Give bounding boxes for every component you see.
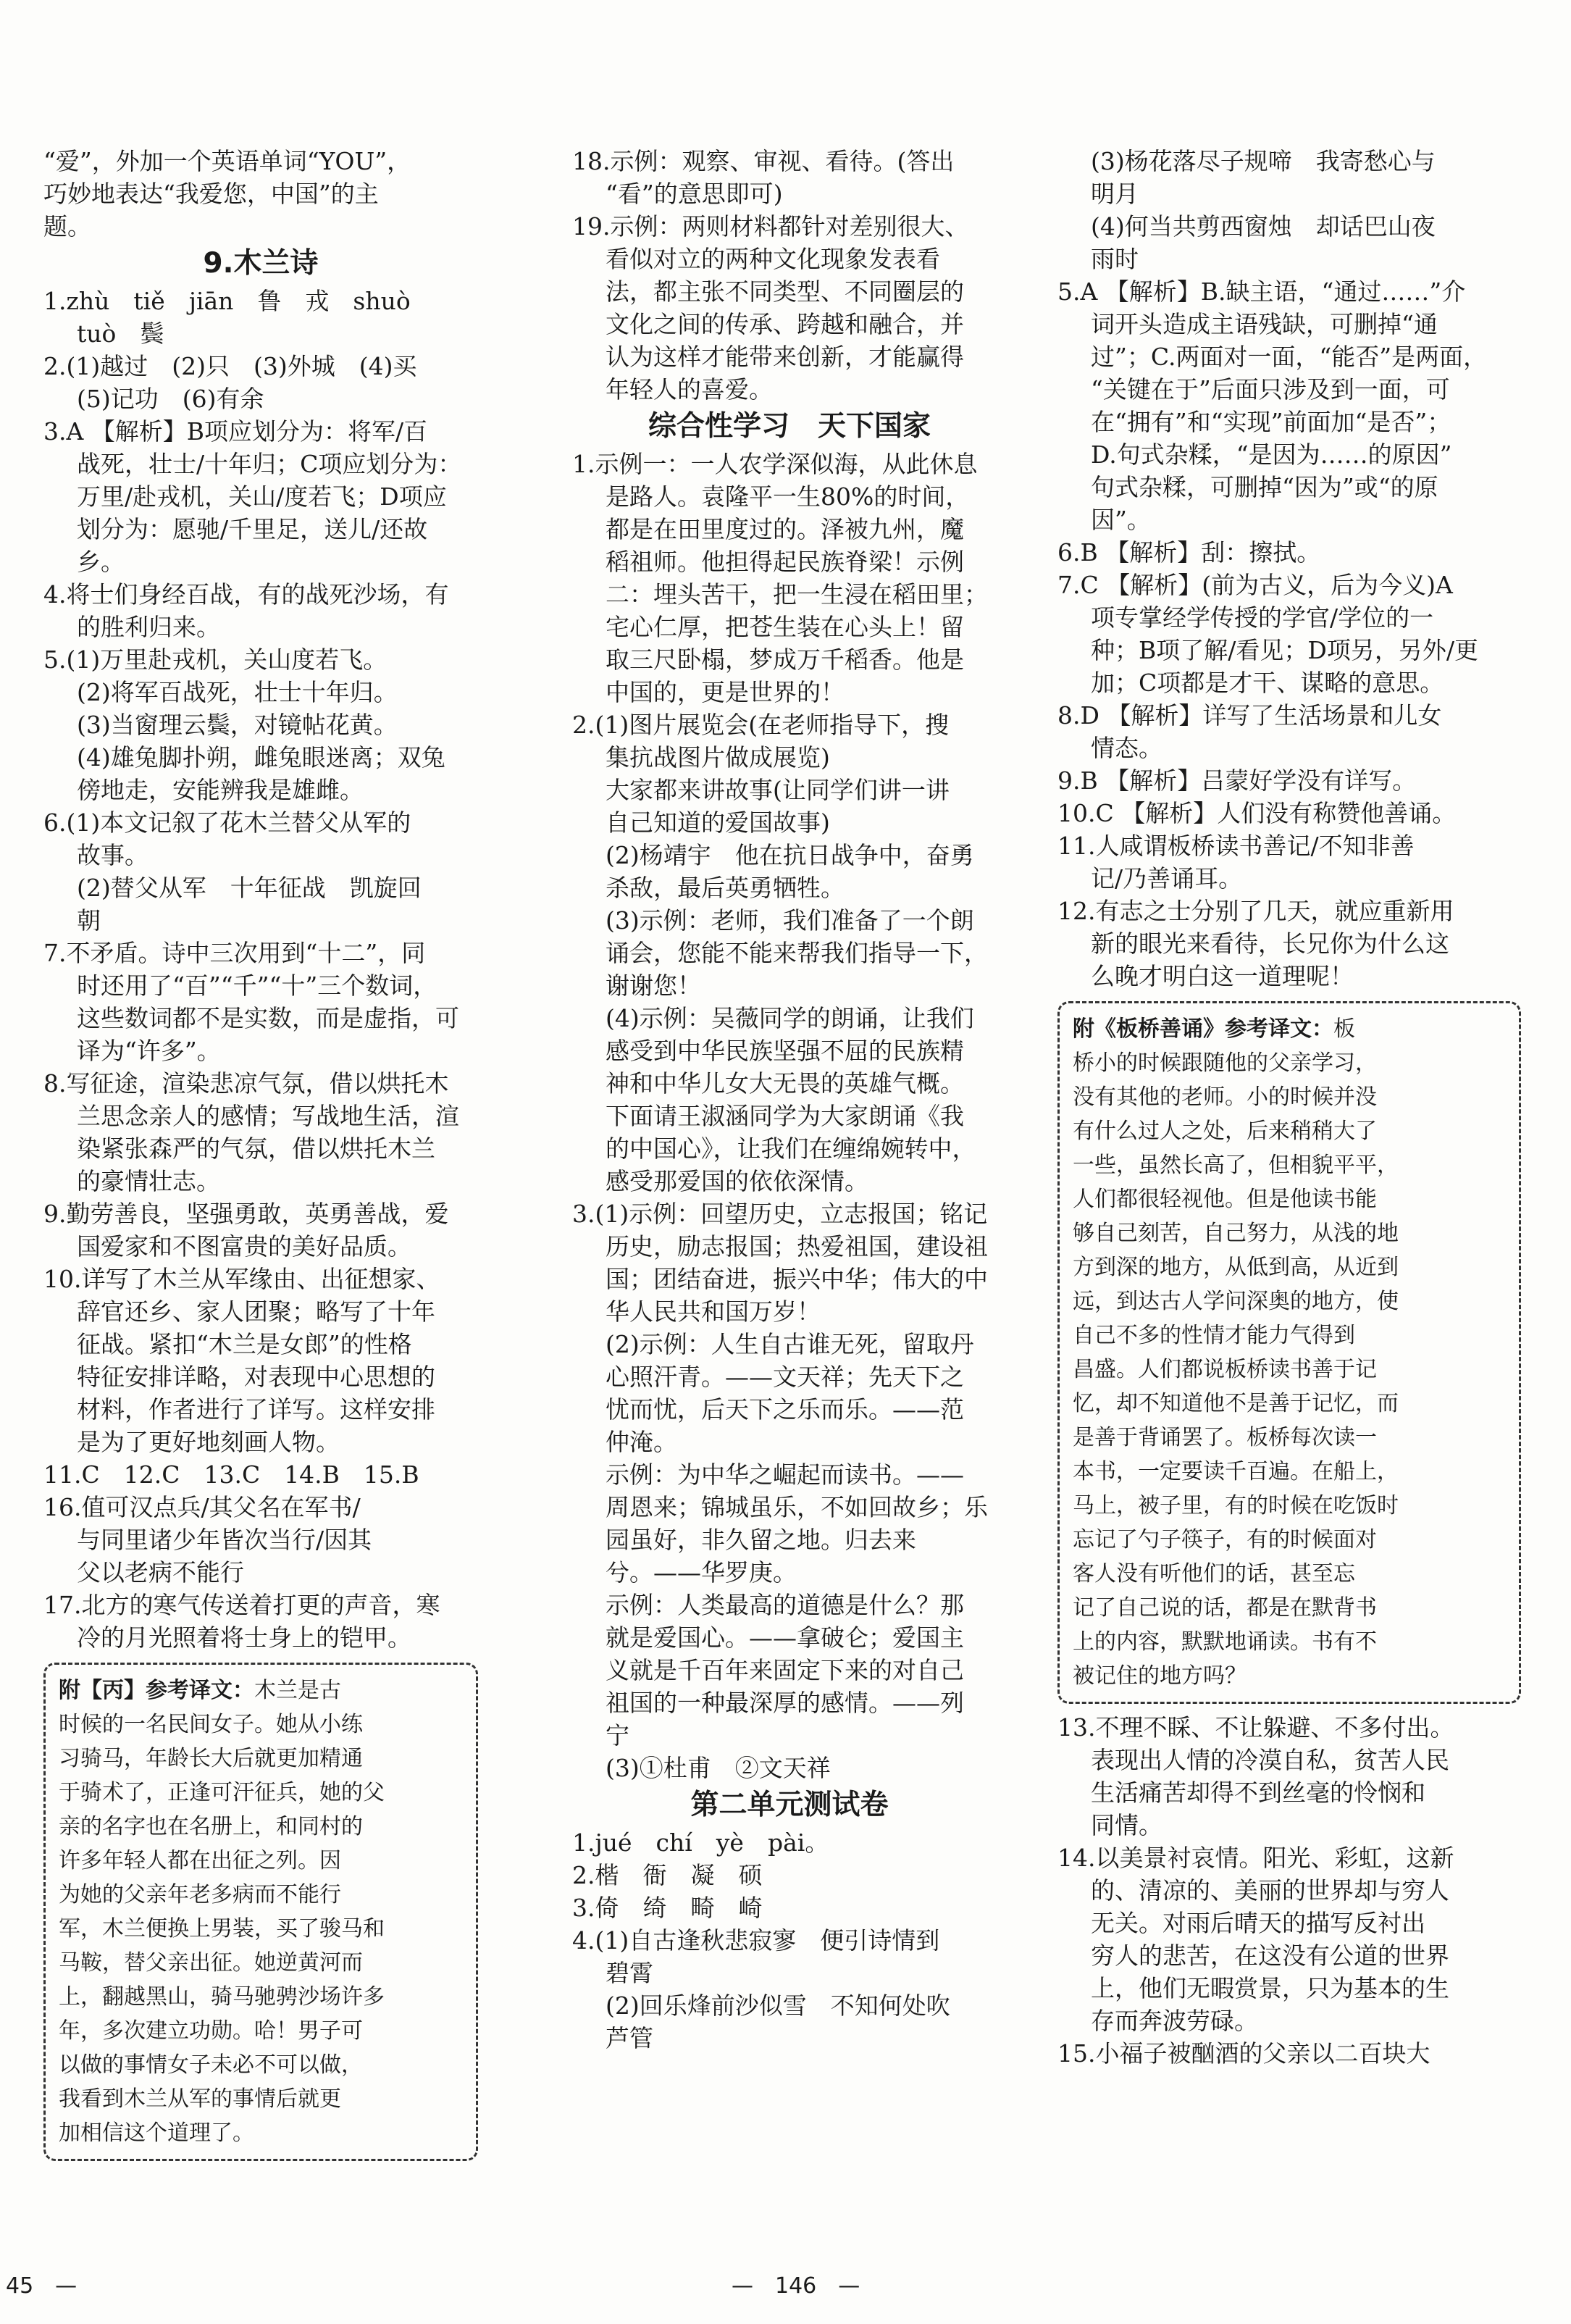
answer-line: 7.不矛盾。诗中三次用到“十二”，同 <box>43 939 426 967</box>
answer-line: 祖国的一种最深厚的感情。——列 <box>606 1689 964 1717</box>
intro-text <box>43 145 478 243</box>
translation-line: 够自己刻苦，自己努力，从浅的地 <box>1073 1221 1399 1246</box>
translation-line: 为她的父亲年老多病而不能行 <box>59 1882 341 1907</box>
answer-line: 在“拥有”和“实现”前面加“是否”； <box>1091 408 1451 436</box>
answer-line: 4.(1)自古逢秋悲寂寥 便引诗情到 <box>572 1926 940 1955</box>
column-middle <box>572 145 1007 2055</box>
answer-line: 宅心仁厚，把苍生装在心头上！留 <box>606 613 964 641</box>
answer-line: 1.zhù tiě jiān 鲁 戎 shuò <box>43 287 411 315</box>
answer-line: (4)何当共剪西窗烛 却话巴山夜 <box>1091 212 1436 241</box>
answer-line: 父以老病不能行 <box>77 1558 244 1587</box>
translation-line: 亲的名字也在名册上，和同村的 <box>59 1814 363 1839</box>
answer-line: 项专掌经学传授的学官/学位的一 <box>1091 603 1434 632</box>
answer-line: 认为这样才能带来创新，才能赢得 <box>606 343 964 371</box>
answer-list <box>572 448 1007 1784</box>
translation-line: 马鞍，替父亲出征。她逆黄河而 <box>59 1950 363 1976</box>
answer-line: 11.C 12.C 13.C 14.B 15.B <box>43 1460 419 1489</box>
answer-line: 辞官还乡、家人团聚；略写了十年 <box>77 1297 435 1326</box>
column-left <box>43 145 478 2168</box>
answer-line: 12.有志之士分别了几天，就应重新用 <box>1057 897 1454 925</box>
translation-label: 附《板桥善诵》参考译文： <box>1073 1016 1333 1042</box>
answer-line: (5)记功 (6)有余 <box>77 385 264 413</box>
answer-line: 与同里诸少年皆次当行/因其 <box>77 1526 372 1554</box>
answer-line: 词开头造成主语残缺，可删掉“通 <box>1091 310 1438 338</box>
answer-list <box>1057 145 1521 992</box>
answer-line: 周恩来；锦城虽乐，不如回故乡；乐 <box>606 1493 988 1521</box>
translation-line: 于骑术了，正逢可汗征兵，她的父 <box>59 1780 385 1805</box>
answer-line: 宁 <box>606 1721 629 1750</box>
answer-line: 10.C 【解析】人们没有称赞他善诵。 <box>1057 799 1457 827</box>
answer-line: “关键在于”后面只涉及到一面，可 <box>1091 375 1450 404</box>
answer-line: tuò 鬓 <box>77 319 164 348</box>
answer-line: 示例：人类最高的道德是什么？那 <box>606 1591 964 1619</box>
answer-line: 华人民共和国万岁！ <box>606 1297 821 1326</box>
answer-line: 3.(1)示例：回望历史，立志报国；铭记 <box>572 1200 988 1228</box>
answer-line: 过”；C.两面对一面，“能否”是两面， <box>1091 343 1488 371</box>
answer-line: 1.jué chí yè pài。 <box>572 1828 829 1857</box>
answer-line: 14.以美景衬哀情。阳光、彩虹，这新 <box>1057 1844 1454 1872</box>
answer-line: 兰思念亲人的感情；写战地生活，渲 <box>77 1102 459 1130</box>
answer-line: (4)示例：吴薇同学的朗诵，让我们 <box>606 1004 974 1032</box>
answer-line: 染紧张森严的气氛，借以烘托木兰 <box>77 1134 435 1163</box>
answer-line: 6.(1)本文记叙了花木兰替父从军的 <box>43 808 411 837</box>
answer-line: 5.A 【解析】B.缺主语，“通过……”介 <box>1057 277 1466 306</box>
answer-line: 1.示例一：一人农学深似海，从此休息 <box>572 450 978 478</box>
translation-line: 上的内容，默默地诵读。书有不 <box>1073 1629 1377 1655</box>
answer-line: 3.倚 绮 畸 崎 <box>572 1894 763 1922</box>
answer-line: 上，他们无暇赏景，只为基本的生 <box>1091 1974 1449 2002</box>
answer-line: 15.小福子被酗酒的父亲以二百块大 <box>1057 2039 1430 2068</box>
answer-line: 材料，作者进行了详写。这样安排 <box>77 1395 435 1424</box>
answer-line: 的中国心》，让我们在缠绵婉转中， <box>606 1134 976 1163</box>
answer-line: (2)回乐烽前沙似雪 不知何处吹 <box>606 1991 950 2020</box>
answer-line: 稻祖师。他担得起民族脊梁！示例 <box>606 548 964 576</box>
answer-line: 二：埋头苦干，把一生浸在稻田里； <box>606 580 988 609</box>
answer-line: 4.将士们身经百战，有的战死沙场，有 <box>43 580 449 609</box>
answer-list <box>43 285 478 1654</box>
translation-line: 以做的事情女子未必不可以做， <box>59 2052 363 2078</box>
column-right <box>1057 145 1521 2070</box>
answer-line: 16.值可汉点兵/其父名在军书/ <box>43 1493 361 1521</box>
answer-line: 下面请王淑涵同学为大家朗诵《我 <box>606 1102 964 1130</box>
translation-line: 忘记了勺子筷子，有的时候面对 <box>1073 1527 1377 1552</box>
answer-line: 5.(1)万里赴戎机，关山度若飞。 <box>43 645 387 674</box>
answer-line: 明月 <box>1091 180 1139 208</box>
answer-line: 感受到中华民族坚强不屈的民族精 <box>606 1037 964 1065</box>
answer-line: 19.示例：两则材料都针对差别很大、 <box>572 212 969 241</box>
answer-line: 无关。对雨后晴天的描写反衬出 <box>1091 1909 1425 1937</box>
answer-line: 乡。 <box>77 548 125 576</box>
answer-line: 2.(1)图片展览会(在老师指导下，搜 <box>572 711 950 739</box>
translation-line: 方到深的地方，从低到高，从近到 <box>1073 1255 1399 1280</box>
translation-line: 没有其他的老师。小的时候并没 <box>1073 1084 1377 1110</box>
page-number-right: — 146 — <box>732 2273 860 2299</box>
answer-line: 中国的，更是世界的！ <box>606 678 845 706</box>
answer-line: 故事。 <box>77 841 148 869</box>
answer-line: 10.详写了木兰从军缘由、出征想家、 <box>43 1265 440 1293</box>
answer-line: 就是爱国心。——拿破仑；爱国主 <box>606 1623 964 1652</box>
page-number-left: 45 — <box>6 2273 77 2299</box>
answer-line: (2)替父从军 十年征战 凯旋回 <box>77 874 422 902</box>
translation-line: 加相信这个道理了。 <box>59 2120 254 2146</box>
answer-line: 感受那爱国的依依深情。 <box>606 1167 868 1195</box>
answer-line: 忧而忧，后天下之乐而乐。——范 <box>606 1395 964 1424</box>
answer-line: 同情。 <box>1091 1811 1162 1839</box>
translation-line: 年，多次建立功勋。哈！男子可 <box>59 2018 363 2044</box>
answer-line: 题。 <box>43 212 91 241</box>
answer-line: 记/乃善诵耳。 <box>1091 864 1243 893</box>
answer-line: 巧妙地表达“我爱您，中国”的主 <box>43 180 379 208</box>
answer-line: (2)杨靖宇 他在抗日战争中，奋勇 <box>606 841 974 869</box>
translation-box <box>43 1663 478 2161</box>
answer-line: 示例：为中华之崛起而读书。—— <box>606 1460 964 1489</box>
translation-line: 有什么过人之处，后来稍稍大了 <box>1073 1119 1377 1144</box>
translation-line: 自己不多的性情才能力气得到 <box>1073 1323 1355 1348</box>
answer-line: 加；C项都是才干、谋略的意思。 <box>1091 669 1444 697</box>
answer-line: 17.北方的寒气传送着打更的声音，寒 <box>43 1591 440 1619</box>
answer-line: 看似对立的两种文化现象发表看 <box>606 245 940 273</box>
translation-line: 时候的一名民间女子。她从小练 <box>59 1712 363 1737</box>
answer-line: 征战。紧扣“木兰是女郎”的性格 <box>77 1330 412 1358</box>
answer-line: (2)将军百战死，壮士十年归。 <box>77 678 398 706</box>
section-heading-mulan: 9.木兰诗 <box>203 247 319 280</box>
answer-line: 国；团结奋进，振兴中华；伟大的中 <box>606 1265 988 1293</box>
answer-line: 2.楷 衙 凝 硕 <box>572 1861 763 1889</box>
answer-line: (3)示例：老师，我们准备了一个朗 <box>606 906 974 935</box>
section-heading-comprehensive: 综合性学习 天下国家 <box>648 410 931 443</box>
answer-line: “看”的意思即可) <box>606 180 783 208</box>
translation-line: 习骑马，年龄长大后就更加精通 <box>59 1746 363 1771</box>
answer-line: 战死，壮士/十年归；C项应划分为： <box>77 450 462 478</box>
answer-line: 谢谢您！ <box>606 971 701 1000</box>
answer-list <box>572 145 1007 406</box>
answer-line: 年轻人的喜爱。 <box>606 375 773 404</box>
translation-line: 昌盛。人们都说板桥读书善于记 <box>1073 1357 1377 1382</box>
answer-line: 13.不理不睬、不让躲避、不多付出。 <box>1057 1713 1454 1742</box>
translation-line: 附《板桥善诵》参考译文：板 <box>1073 1016 1355 1042</box>
answer-line: 这些数词都不是实数，而是虚指，可 <box>77 1004 459 1032</box>
answer-line: 国爱家和不图富贵的美好品质。 <box>77 1232 411 1261</box>
answer-line: 7.C 【解析】(前为古义，后为今义)A <box>1057 571 1453 599</box>
answer-line: 种；B项了解/看见；D项另，另外/更 <box>1091 636 1478 664</box>
answer-line: 6.B 【解析】刮：擦拭。 <box>1057 538 1321 567</box>
translation-label: 附【丙】参考译文： <box>59 1678 254 1703</box>
answer-line: 时还用了“百”“千”“十”三个数词， <box>77 971 437 1000</box>
answer-list <box>572 1826 1007 2055</box>
answer-line: 是为了更好地刻画人物。 <box>77 1428 340 1456</box>
answer-list <box>1057 1711 1521 2070</box>
answer-line: 生活痛苦却得不到丝毫的怜悯和 <box>1091 1778 1425 1807</box>
answer-line: 么晚才明白这一道理呢！ <box>1091 962 1354 990</box>
answer-line: 18.示例：观察、审视、看待。(答出 <box>572 147 955 175</box>
answer-line: D.句式杂糅，“是因为……的原因” <box>1091 440 1452 469</box>
answer-line: 杀敌，最后英勇牺牲。 <box>606 874 845 902</box>
answer-line: 的、清凉的、美丽的世界却与穷人 <box>1091 1876 1449 1905</box>
answer-line: 特征安排详略，对表现中心思想的 <box>77 1363 435 1391</box>
translation-line: 人们都很轻视他。但是他读书能 <box>1073 1187 1377 1212</box>
answer-line: 8.D 【解析】详写了生活场景和儿女 <box>1057 701 1442 730</box>
answer-line: 法，都主张不同类型、不同圈层的 <box>606 277 964 306</box>
answer-line: “爱”，外加一个英语单词“YOU”， <box>43 147 411 175</box>
section-heading-unit-test: 第二单元测试卷 <box>690 1789 889 1821</box>
translation-line: 客人没有听他们的话，甚至忘 <box>1073 1561 1355 1587</box>
translation-line: 远，到达古人学问深奥的地方，使 <box>1073 1289 1399 1314</box>
answer-line: 句式杂糅，可删掉“因为”或“的原 <box>1091 473 1438 501</box>
answer-line: 神和中华儿女大无畏的英雄气概。 <box>606 1069 964 1098</box>
answer-line: 3.A 【解析】B项应划分为：将军/百 <box>43 417 428 446</box>
translation-line: 是善于背诵罢了。板桥每次读一 <box>1073 1425 1377 1450</box>
translation-line: 附【丙】参考译文：木兰是古 <box>59 1678 341 1703</box>
translation-line: 一些，虽然长高了，但相貌平平， <box>1073 1153 1399 1178</box>
translation-line: 本书，一定要读千百遍。在船上， <box>1073 1459 1399 1484</box>
answer-line: 2.(1)越过 (2)只 (3)外城 (4)买 <box>43 352 417 380</box>
translation-line: 忆，却不知道他不是善于记忆，而 <box>1073 1391 1399 1416</box>
translation-line: 马上，被子里，有的时候在吃饭时 <box>1073 1493 1399 1518</box>
answer-line: 存而奔波劳碌。 <box>1091 2007 1258 2035</box>
answer-line: 万里/赴戎机，关山/度若飞；D项应 <box>77 482 447 511</box>
answer-line: (3)①杜甫 ②文天祥 <box>606 1754 831 1782</box>
answer-line: 历史，励志报国；热爱祖国，建设祖 <box>606 1232 988 1261</box>
translation-line: 许多年轻人都在出征之列。因 <box>59 1848 341 1873</box>
answer-line: 9.勤劳善良，坚强勇敢，英勇善战，爱 <box>43 1200 449 1228</box>
answer-line: 集抗战图片做成展览) <box>606 743 830 772</box>
answer-line: 因”。 <box>1091 506 1151 534</box>
translation-line: 我看到木兰从军的事情后就更 <box>59 2086 341 2112</box>
answer-line: 自己知道的爱国故事) <box>606 808 830 837</box>
translation-line: 记了自己说的话，都是在默背书 <box>1073 1595 1377 1621</box>
translation-line: 上，翻越黑山，骑马驰骋沙场许多 <box>59 1984 385 2010</box>
answer-line: 是路人。袁隆平一生80%的时间， <box>606 482 970 511</box>
answer-line: 取三尺卧榻，梦成万千稻香。他是 <box>606 645 964 674</box>
answer-line: 芦管 <box>606 2024 653 2052</box>
answer-line: 碧霄 <box>606 1959 653 1987</box>
answer-line: (4)雄兔脚扑朔，雌兔眼迷离；双兔 <box>77 743 445 772</box>
answer-line: 情态。 <box>1091 734 1162 762</box>
answer-line: 文化之间的传承、跨越和融合，并 <box>606 310 964 338</box>
answer-line: 雨时 <box>1091 245 1139 273</box>
answer-line: 的豪情壮志。 <box>77 1167 220 1195</box>
translation-box <box>1057 1001 1521 1704</box>
answer-line: 兮。——华罗庚。 <box>606 1558 797 1587</box>
answer-line: 朝 <box>77 906 101 935</box>
answer-line: 的胜利归来。 <box>77 613 220 641</box>
answer-line: 11.人咸谓板桥读书善记/不知非善 <box>1057 832 1415 860</box>
answer-line: (3)杨花落尽子规啼 我寄愁心与 <box>1091 147 1436 175</box>
answer-line: (2)示例：人生自古谁无死，留取丹 <box>606 1330 974 1358</box>
answer-line: 穷人的悲苦，在这没有公道的世界 <box>1091 1941 1449 1970</box>
answer-line: 心照汗青。——文天祥；先天下之 <box>606 1363 964 1391</box>
translation-line: 军，木兰便换上男装，买了骏马和 <box>59 1916 385 1941</box>
translation-line: 桥小的时候跟随他的父亲学习， <box>1073 1050 1377 1076</box>
answer-line: 诵会，您能不能来帮我们指导一下， <box>606 939 988 967</box>
answer-line: 新的眼光来看待，长兄你为什么这 <box>1091 929 1449 958</box>
answer-line: 义就是千百年来固定下来的对自己 <box>606 1656 964 1684</box>
answer-line: 8.写征途，渲染悲凉气氛，借以烘托木 <box>43 1069 449 1098</box>
answer-line: 9.B 【解析】吕蒙好学没有详写。 <box>1057 766 1417 795</box>
answer-line: (3)当窗理云鬓，对镜帖花黄。 <box>77 711 398 739</box>
answer-line: 大家都来讲故事(让同学们讲一讲 <box>606 776 950 804</box>
answer-line: 译为“许多”。 <box>77 1037 221 1065</box>
translation-line: 被记住的地方吗？ <box>1073 1663 1247 1689</box>
answer-line: 园虽好，非久留之地。归去来 <box>606 1526 916 1554</box>
answer-line: 仲淹。 <box>606 1428 677 1456</box>
answer-line: 都是在田里度过的。泽被九州，魔 <box>606 515 964 543</box>
answer-line: 划分为：愿驰/千里足，送儿/还故 <box>77 515 428 543</box>
answer-line: 表现出人情的冷漠自私，贫苦人民 <box>1091 1746 1449 1774</box>
answer-line: 傍地走，安能辨我是雄雌。 <box>77 776 364 804</box>
answer-line: 冷的月光照着将士身上的铠甲。 <box>77 1623 411 1652</box>
